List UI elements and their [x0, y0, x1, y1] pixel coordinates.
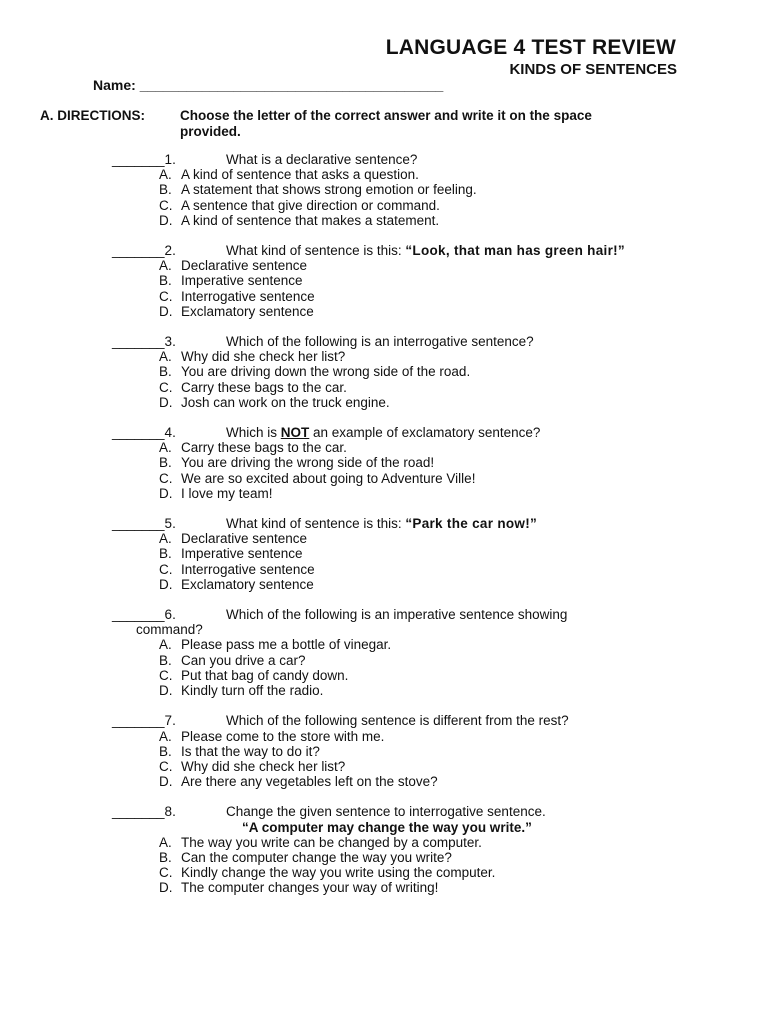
- option-text: Carry these bags to the car.: [181, 379, 347, 395]
- option-text: Declarative sentence: [181, 258, 308, 274]
- answer-option: [112, 729, 712, 744]
- option-letter: B.: [159, 273, 172, 289]
- question-line: [112, 516, 712, 531]
- question-text: [226, 152, 712, 167]
- option-text: Exclamatory sentence: [181, 576, 314, 592]
- option-text: Interrogative sentence: [181, 288, 315, 304]
- answer-option: [112, 850, 712, 865]
- option-letter: B.: [159, 743, 172, 759]
- question-text-wrap: command?: [136, 622, 203, 638]
- directions-label: A. DIRECTIONS:: [40, 108, 146, 123]
- option-letter: D.: [159, 576, 173, 592]
- question-prompt-end: an example of exclamatory sentence?: [309, 425, 541, 441]
- option-letter: B.: [159, 182, 172, 198]
- question-prompt: Which of the following sentence is different from the rest?: [226, 713, 569, 729]
- option-text: Please come to the store with me.: [181, 728, 385, 744]
- answer-option: [112, 835, 712, 850]
- option-letter: D.: [159, 880, 173, 896]
- answer-blank: _______3.: [112, 334, 176, 350]
- option-text: Exclamatory sentence: [181, 303, 314, 319]
- question-text: [226, 425, 712, 440]
- option-letter: B.: [159, 455, 172, 471]
- answer-option: [112, 653, 712, 668]
- option-text: Is that the way to do it?: [181, 743, 320, 759]
- question-prompt: Which of the following is an imperative sentence showing: [226, 607, 568, 623]
- question-item: [112, 243, 712, 319]
- answer-option: [112, 289, 712, 304]
- answer-option: [112, 198, 712, 213]
- answer-option: [112, 577, 712, 592]
- answer-option: [112, 880, 712, 895]
- answer-option: [112, 304, 712, 319]
- option-letter: D.: [159, 485, 173, 501]
- option-text: Imperative sentence: [181, 546, 303, 562]
- option-text: Interrogative sentence: [181, 561, 315, 577]
- option-letter: A.: [159, 728, 172, 744]
- option-letter: C.: [159, 379, 173, 395]
- option-text: We are so excited about going to Adventure Ville!: [181, 470, 476, 486]
- option-text: The computer changes your way of writing!: [181, 880, 439, 896]
- question-item: [112, 516, 712, 592]
- option-text: Are there any vegetables left on the stove?: [181, 774, 438, 790]
- option-text: Imperative sentence: [181, 273, 303, 289]
- option-text: Kindly change the way you write using the computer.: [181, 865, 496, 881]
- answer-option: [112, 213, 712, 228]
- answer-option: [112, 273, 712, 288]
- option-letter: C.: [159, 667, 173, 683]
- option-text: You are driving down the wrong side of the road.: [181, 364, 471, 380]
- option-letter: B.: [159, 652, 172, 668]
- answer-option: [112, 562, 712, 577]
- answer-option: [112, 182, 712, 197]
- question-line: [112, 243, 712, 258]
- answer-option: [112, 637, 712, 652]
- question-text: [226, 804, 712, 819]
- option-letter: A.: [159, 440, 172, 456]
- quoted-sentence: “Park the car now!”: [405, 516, 538, 532]
- option-text: Josh can work on the truck engine.: [181, 394, 390, 410]
- question-line: [112, 152, 712, 167]
- option-text: Can the computer change the way you write?: [181, 849, 452, 865]
- option-letter: D.: [159, 212, 173, 228]
- question-item: [112, 713, 712, 789]
- question-line: [112, 425, 712, 440]
- question-item: [112, 607, 712, 698]
- option-text: Declarative sentence: [181, 531, 308, 547]
- answer-blank: _______6.: [112, 607, 176, 623]
- name-blank: _______________________________________: [139, 77, 444, 93]
- option-text: Kindly turn off the radio.: [181, 683, 324, 699]
- question-item: [112, 804, 712, 895]
- question-text: [226, 243, 712, 258]
- question-list: [112, 152, 712, 911]
- option-letter: A.: [159, 834, 172, 850]
- question-item: [112, 152, 712, 228]
- option-letter: C.: [159, 288, 173, 304]
- directions-text: Choose the letter of the correct answer and write it on the space provided.: [180, 108, 592, 139]
- question-prompt: What is a declarative sentence?: [226, 152, 418, 167]
- answer-option: [112, 364, 712, 379]
- question-text: [226, 516, 712, 531]
- option-text: A sentence that give direction or command.: [181, 197, 440, 213]
- answer-blank: _______2.: [112, 243, 176, 259]
- option-text: I love my team!: [181, 485, 273, 501]
- answer-option: [112, 471, 712, 486]
- option-text: Carry these bags to the car.: [181, 440, 347, 456]
- option-letter: D.: [159, 683, 173, 699]
- option-text: A kind of sentence that makes a statement.: [181, 212, 440, 228]
- answer-blank: _______7.: [112, 713, 176, 729]
- option-letter: A.: [159, 258, 172, 274]
- answer-blank: _______8.: [112, 804, 176, 820]
- option-letter: B.: [159, 364, 172, 380]
- document-subtitle: KINDS OF SENTENCES: [509, 61, 677, 78]
- answer-option: [112, 455, 712, 470]
- underlined-word: NOT: [280, 425, 310, 441]
- answer-option: [112, 486, 712, 501]
- question-text: [226, 607, 712, 622]
- option-letter: B.: [159, 546, 172, 562]
- option-letter: A.: [159, 637, 172, 653]
- answer-option: [112, 258, 712, 273]
- option-letter: C.: [159, 865, 173, 881]
- option-letter: A.: [159, 167, 172, 183]
- question-prompt: What kind of sentence is this:: [226, 243, 406, 259]
- answer-option: [112, 167, 712, 182]
- question-line: [112, 804, 712, 819]
- question-text: [226, 713, 712, 728]
- option-text: A kind of sentence that asks a question.: [181, 167, 419, 183]
- question-line: [112, 713, 712, 728]
- answer-option: [112, 683, 712, 698]
- answer-option: [112, 531, 712, 546]
- question-line: [112, 334, 712, 349]
- answer-blank: _______1.: [112, 152, 176, 167]
- option-letter: A.: [159, 349, 172, 365]
- option-letter: D.: [159, 303, 173, 319]
- option-text: Why did she check her list?: [181, 758, 346, 774]
- question-prompt: Which is: [226, 425, 281, 441]
- answer-option: [112, 349, 712, 364]
- option-text: Why did she check her list?: [181, 349, 346, 365]
- option-text: A statement that shows strong emotion or feeling.: [181, 182, 477, 198]
- name-row: [93, 77, 443, 93]
- question-item: [112, 425, 712, 501]
- option-letter: A.: [159, 531, 172, 547]
- answer-blank: _______4.: [112, 425, 176, 441]
- question-line: [112, 607, 712, 622]
- option-letter: D.: [159, 394, 173, 410]
- option-letter: D.: [159, 774, 173, 790]
- answer-option: [112, 759, 712, 774]
- quoted-sentence: “Look, that man has green hair!”: [405, 243, 625, 259]
- option-letter: B.: [159, 849, 172, 865]
- answer-option: [112, 774, 712, 789]
- question-prompt: What kind of sentence is this:: [226, 516, 406, 532]
- option-text: You are driving the wrong side of the road!: [181, 455, 435, 471]
- option-text: The way you write can be changed by a computer.: [181, 834, 482, 850]
- option-text: Can you drive a car?: [181, 652, 306, 668]
- answer-option: [112, 865, 712, 880]
- question-prompt: Which of the following is an interrogative sentence?: [226, 334, 534, 350]
- question-prompt: Change the given sentence to interrogative sentence.: [226, 804, 546, 820]
- option-letter: C.: [159, 197, 173, 213]
- option-letter: C.: [159, 561, 173, 577]
- name-label: Name:: [93, 77, 136, 93]
- document-title: LANGUAGE 4 TEST REVIEW: [385, 36, 676, 59]
- quoted-sentence: “A computer may change the way you write.”: [242, 819, 532, 835]
- question-text: [226, 334, 712, 349]
- option-text: Put that bag of candy down.: [181, 667, 349, 683]
- answer-option: [112, 668, 712, 683]
- answer-option: [112, 546, 712, 561]
- option-text: Please pass me a bottle of vinegar.: [181, 637, 392, 653]
- answer-option: [112, 395, 712, 410]
- answer-blank: _______5.: [112, 516, 176, 532]
- question-item: [112, 334, 712, 410]
- answer-option: [112, 440, 712, 455]
- answer-option: [112, 380, 712, 395]
- option-letter: C.: [159, 758, 173, 774]
- option-letter: C.: [159, 470, 173, 486]
- answer-option: [112, 744, 712, 759]
